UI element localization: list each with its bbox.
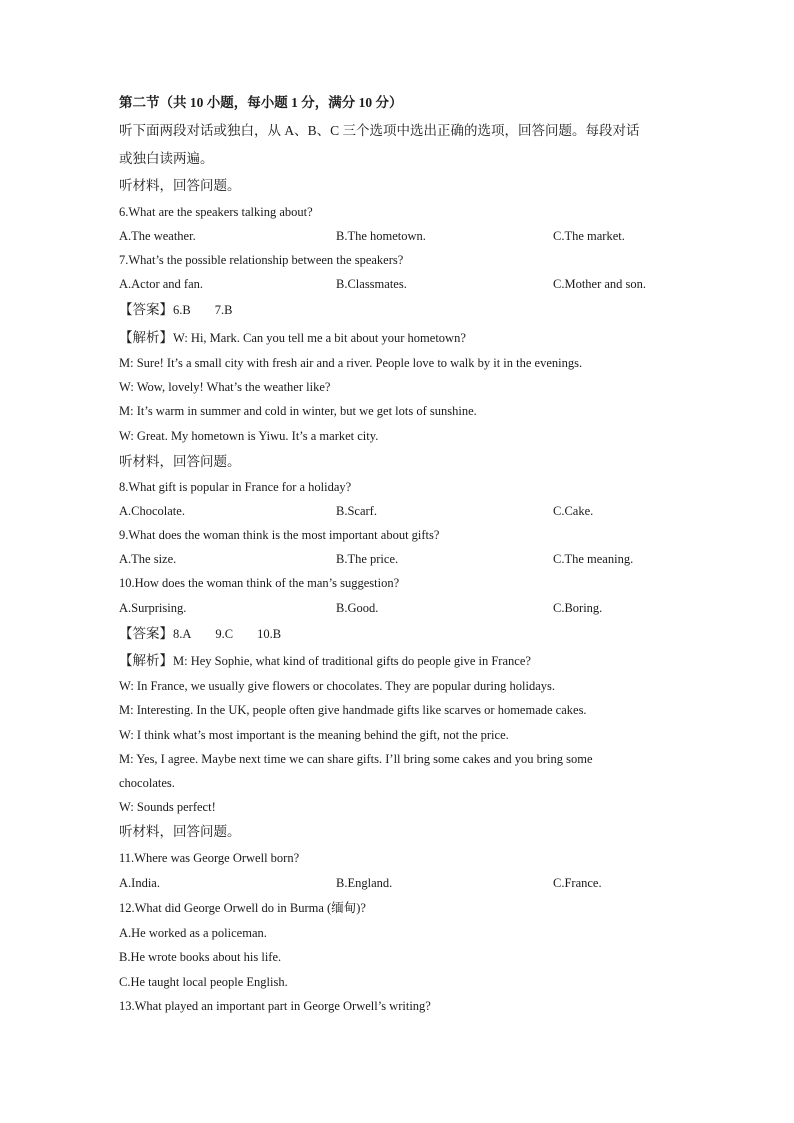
instruction-line-2: 或独白读两遍。 [119, 151, 214, 166]
question-9-option-c: C.The meaning. [553, 552, 634, 566]
question-7-option-a: A.Actor and fan. [119, 277, 203, 291]
answer-10: 10.B [257, 627, 282, 641]
question-7-stem: 7.What’s the possible relationship between the speakers? [119, 253, 404, 267]
question-12-stem: 12.What did George Orwell do in Burma (缅甸)? [119, 901, 366, 915]
answer-8: 8.A [173, 627, 192, 641]
question-12-option-b: B.He wrote books about his life. [119, 950, 282, 964]
question-11-option-a: A.India. [119, 876, 160, 890]
answer-9: 9.C [215, 627, 234, 641]
transcript-line: W: I think what’s most important is the meaning behind the gift, not the price. [119, 728, 509, 742]
question-10-option-c: C.Boring. [553, 601, 603, 615]
question-6-stem: 6.What are the speakers talking about? [119, 205, 313, 219]
transcript-line: W: Sounds perfect! [119, 800, 216, 814]
transcript-line: W: Great. My hometown is Yiwu. It’s a market city. [119, 429, 379, 443]
question-8-option-b: B.Scarf. [336, 504, 377, 518]
listening-prompt-2: 听材料，回答问题。 [119, 454, 241, 469]
question-10-option-a: A.Surprising. [119, 601, 187, 615]
question-8-option-c: C.Cake. [553, 504, 594, 518]
question-9-option-a: A.The size. [119, 552, 177, 566]
transcript-text: W: Hi, Mark. Can you tell me a bit about your hometown? [173, 331, 466, 345]
transcript-line: M: It’s warm in summer and cold in winter, but we get lots of sunshine. [119, 404, 477, 418]
transcript-line: chocolates. [119, 776, 175, 790]
answer-label: 【答案】 [119, 626, 173, 641]
question-13-stem: 13.What played an important part in George Orwell’s writing? [119, 999, 431, 1013]
question-12-option-c: C.He taught local people English. [119, 975, 288, 989]
question-7-option-b: B.Classmates. [336, 277, 407, 291]
answer-6: 6.B [173, 303, 191, 317]
question-7-option-c: C.Mother and son. [553, 277, 647, 291]
question-10-option-b: B.Good. [336, 601, 379, 615]
question-6-option-b: B.The hometown. [336, 229, 426, 243]
transcript-line: M: Yes, I agree. Maybe next time we can share gifts. I’ll bring some cakes and you bring some [119, 752, 593, 766]
listening-prompt-3: 听材料，回答问题。 [119, 824, 241, 839]
answer-line-2 [119, 627, 281, 641]
answer-label: 【答案】 [119, 302, 173, 317]
question-8-stem: 8.What gift is popular in France for a holiday? [119, 480, 352, 494]
analysis-line-1 [119, 331, 466, 345]
answer-line-1 [119, 303, 232, 317]
instruction-line-1: 听下面两段对话或独白，从 A、B、C 三个选项中选出正确的选项，回答问题。每段对话 [119, 123, 640, 138]
question-10-stem: 10.How does the woman think of the man’s suggestion? [119, 576, 400, 590]
question-6-option-c: C.The market. [553, 229, 625, 243]
listening-prompt-1: 听材料，回答问题。 [119, 178, 241, 193]
transcript-line: M: Sure! It’s a small city with fresh air and a river. People love to walk by it in the evenings. [119, 356, 583, 370]
question-12-option-a: A.He worked as a policeman. [119, 926, 267, 940]
question-6-option-a: A.The weather. [119, 229, 196, 243]
answer-7: 7.B [214, 303, 233, 317]
question-9-option-b: B.The price. [336, 552, 399, 566]
question-11-option-c: C.France. [553, 876, 602, 890]
question-9-stem: 9.What does the woman think is the most important about gifts? [119, 528, 440, 542]
question-8-option-a: A.Chocolate. [119, 504, 185, 518]
section-title: 第二节（共 10 小题，每小题 1 分，满分 10 分） [119, 95, 403, 110]
analysis-label: 【解析】 [119, 330, 173, 345]
transcript-line: W: In France, we usually give flowers or chocolates. They are popular during holidays. [119, 679, 555, 693]
analysis-line-2 [119, 654, 531, 668]
analysis-label: 【解析】 [119, 653, 173, 668]
transcript-line: M: Interesting. In the UK, people often give handmade gifts like scarves or homemade cakes. [119, 703, 587, 717]
question-11-stem: 11.Where was George Orwell born? [119, 851, 300, 865]
transcript-text: M: Hey Sophie, what kind of traditional gifts do people give in France? [173, 654, 531, 668]
transcript-line: W: Wow, lovely! What’s the weather like? [119, 380, 331, 394]
question-11-option-b: B.England. [336, 876, 393, 890]
